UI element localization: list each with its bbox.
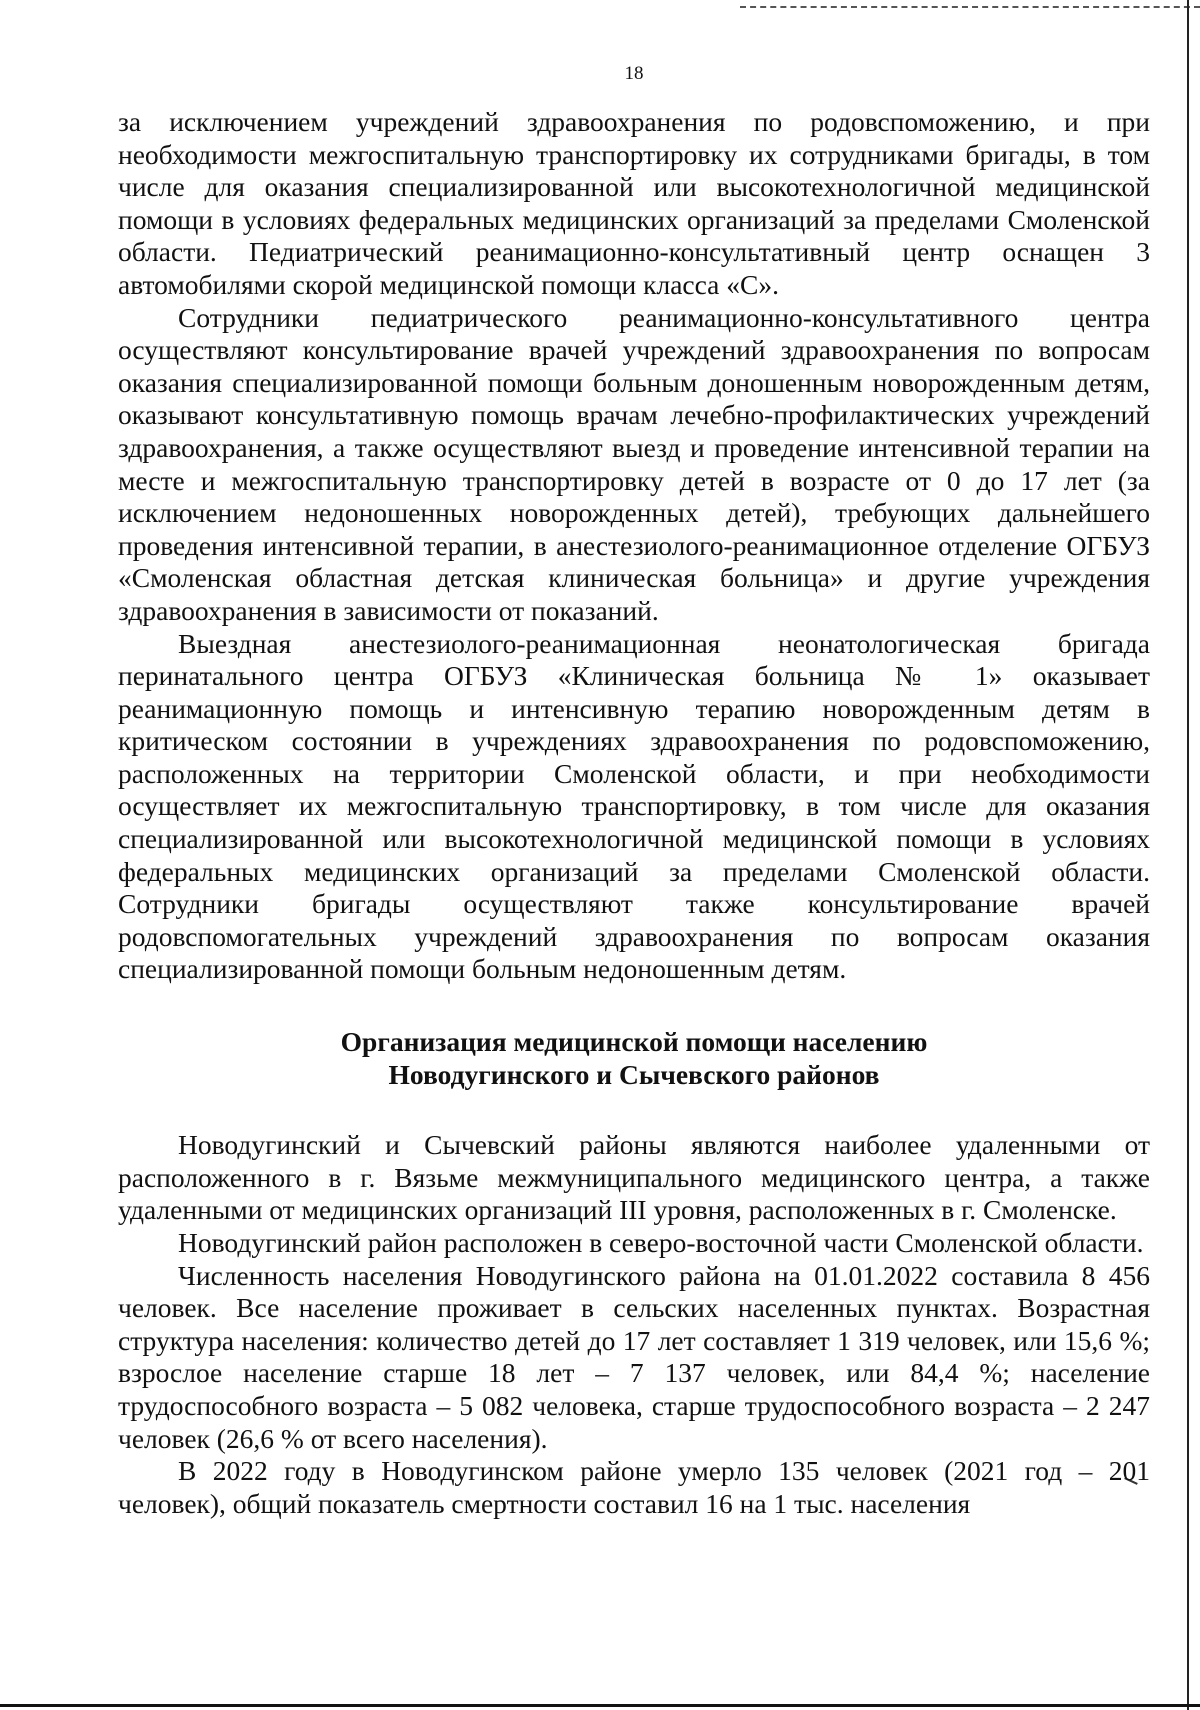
paragraph-pediatric-center: Сотрудники педиатрического реанимационно-консультативного центра осуществляют консультирование врачей учреждений здравоохранения по вопросам оказания специализированной помощи больным доношенным новорожденным детям, оказывают консультативную помощь врачам лечебно-профилактических учреждений здравоохранения, а также осуществляют выезд и проведение интенсивной терапии на месте и межгоспитальную транспортировку детей в возрасте от 0 до 17 лет (за исключением недоношенных новорожденных детей), требующих дальнейшего проведения интенсивной терапии, в анестезиолого-реанимационное отделение ОГБУЗ «Смоленская областная детская клиническая больница» и другие учреждения здравоохранения в зависимости от показаний. bbox=[118, 301, 1150, 626]
scan-edge-bottom bbox=[0, 1704, 1200, 1707]
section-heading-line-2: Новодугинского и Сычевского районов bbox=[388, 1058, 880, 1090]
paragraph-district-location: Новодугинский район расположен в северо-восточной части Смоленской области. bbox=[178, 1227, 1144, 1258]
paragraph-continuation: за исключением учреждений здравоохранения по родовспоможению, и при необходимости межгоспитальную транспортировку их сотрудниками бригады, в том числе для оказания специализированной или высокотехнологичной медицинской помощи в условиях федеральных медицинских организаций за пределами Смоленской области. Педиатрический реанимационно-консультативный центр оснащен 3 автомобилями скорой медицинской помощи класса «С». bbox=[118, 106, 1150, 300]
paragraph-neonatal-brigade: Выездная анестезиолого-реанимационная неонатологическая бригада перинатального центра ОГБУЗ «Клиническая больница № 1» оказывает реанимационную помощь и интенсивную терапию новорожденным детям в критическом состоянии в учреждениях здравоохранения по родовспоможению, расположенных на территории Смоленской области, и при необходимости осуществляет их межгоспитальную транспортировку, в том числе для оказания специализированной или высокотехнологичной медицинской помощи в условиях федеральных медицинских организаций за пределами Смоленской области. Сотрудники бригады осуществляют также консультирование врачей родовспомогательных учреждений здравоохранения по вопросам оказания специализированной помощи больным недоношенным детям. bbox=[118, 627, 1150, 985]
document-page bbox=[118, 62, 1150, 1520]
paragraph-mortality: В 2022 году в Новодугинском районе умерло 135 человек (2021 год – 201 человек), общий показатель смертности составил 16 на 1 тыс. населения bbox=[118, 1455, 1150, 1519]
page-number: 18 bbox=[624, 63, 644, 84]
section-heading bbox=[118, 1026, 1150, 1091]
section-heading-line-1: Организация медицинской помощи населению bbox=[340, 1026, 928, 1058]
scan-edge-top bbox=[740, 6, 1200, 8]
paragraph-remote-districts: Новодугинский и Сычевский районы являются наиболее удаленными от расположенного в г. Вязьме межмуниципального медицинского центра, а также удаленными от медицинских организаций III уровня, расположенных в г. Смоленске. bbox=[118, 1129, 1150, 1226]
paragraph-population: Численность населения Новодугинского района на 01.01.2022 составила 8 456 человек. Все население проживает в сельских населенных пунктах. Возрастная структура населения: количество детей до 17 лет составляет 1 319 человек, или 15,6 %; взрослое население старше 18 лет – 7 137 человек, или 84,4 %; население трудоспособного возраста – 5 082 человека, старше трудоспособного возраста – 2 247 человек (26,6 % от всего населения). bbox=[118, 1259, 1150, 1454]
scan-edge-right bbox=[1187, 0, 1189, 1710]
